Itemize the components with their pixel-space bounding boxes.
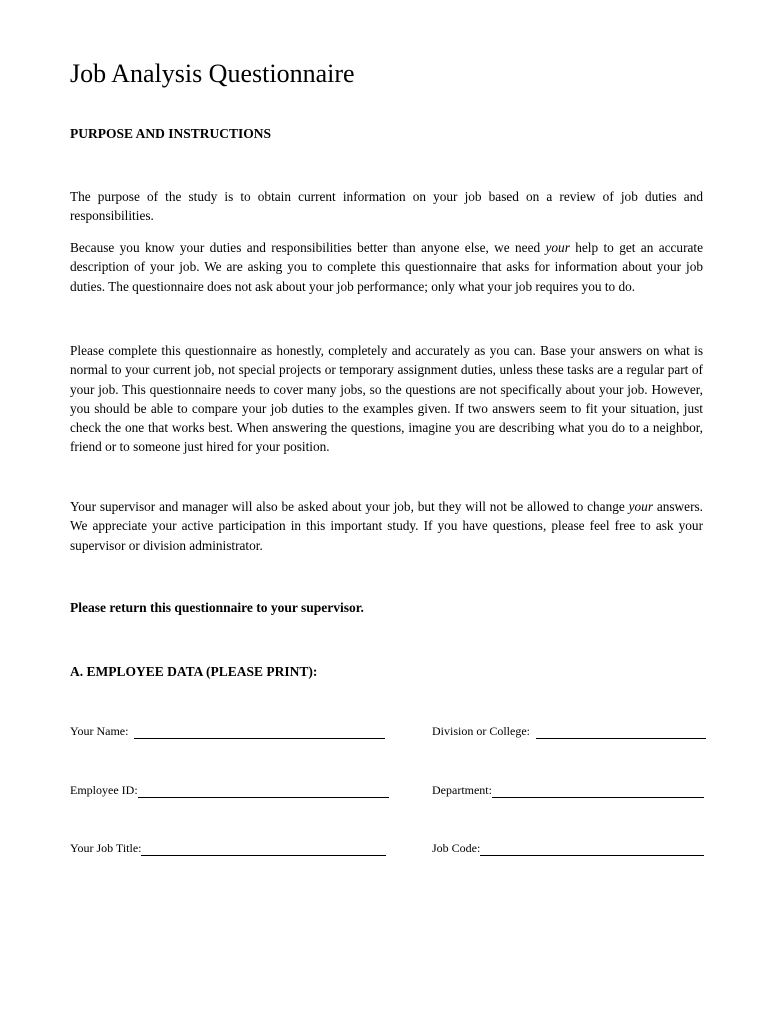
para2-after: help to get an accurate description of your job. We are asking you to complete this questionnaire that asks for information about your job duties. The questionnaire does not ask about your job performance; only what your job requires you to do. [70, 240, 703, 294]
instructions-paragraph-2: Please complete this questionnaire as honestly, completely and accurately as you can. Base your answers on what is normal to your current job, not special projects or temporary assignment duties, unless these tasks are a regular part of your job. This questionnaire needs to cover many jobs, so the questions are not specifically about your job. However, you should be able to compare your job duties to the examples given. If two answers seem to fit your situation, just check the one that works best. When answering the questions, imagine you are describing what you do to a neighbor, friend or to someone just hired for your position. [70, 343, 703, 455]
employee-id-input-line[interactable] [138, 783, 389, 798]
job-code-label: Job Code: [432, 841, 481, 855]
purpose-paragraph: The purpose of the study is to obtain current information on your job based on a review of job duties and responsibilities. [70, 189, 703, 224]
return-note: Please return this questionnaire to your supervisor. [70, 600, 364, 615]
para2-before: Because you know your duties and responsibilities better than anyone else, we need [70, 240, 546, 255]
job-title-field [70, 840, 386, 856]
department-label: Department: [432, 783, 492, 797]
employee-id-label: Employee ID: [70, 783, 138, 797]
para4-emphasis: your [628, 499, 653, 514]
name-field [70, 723, 385, 739]
employee-data-heading: A. EMPLOYEE DATA (PLEASE PRINT): [70, 664, 318, 679]
division-label: Division or College: [432, 724, 530, 738]
para4-before: Your supervisor and manager will also be asked about your job, but they will not be allowed to change [70, 499, 629, 514]
job-code-field [432, 840, 704, 856]
instructions-paragraph-1 [70, 238, 703, 296]
supervisor-paragraph [70, 497, 703, 555]
job-title-label: Your Job Title: [70, 841, 142, 855]
page-title: Job Analysis Questionnaire [70, 59, 355, 88]
division-field [432, 723, 706, 739]
job-title-input-line[interactable] [141, 841, 386, 856]
para2-emphasis: your [545, 240, 570, 255]
name-input-line[interactable] [134, 724, 385, 739]
para4-after: answers. We appreciate your active participation in this important study. If you have questions, please feel free to ask your supervisor or division administrator. [70, 499, 703, 553]
name-label: Your Name: [70, 724, 129, 738]
purpose-heading: PURPOSE AND INSTRUCTIONS [70, 126, 272, 141]
department-input-line[interactable] [492, 783, 704, 798]
department-field [432, 782, 704, 798]
employee-id-field [70, 782, 389, 798]
job-code-input-line[interactable] [480, 841, 704, 856]
division-input-line[interactable] [536, 724, 706, 739]
